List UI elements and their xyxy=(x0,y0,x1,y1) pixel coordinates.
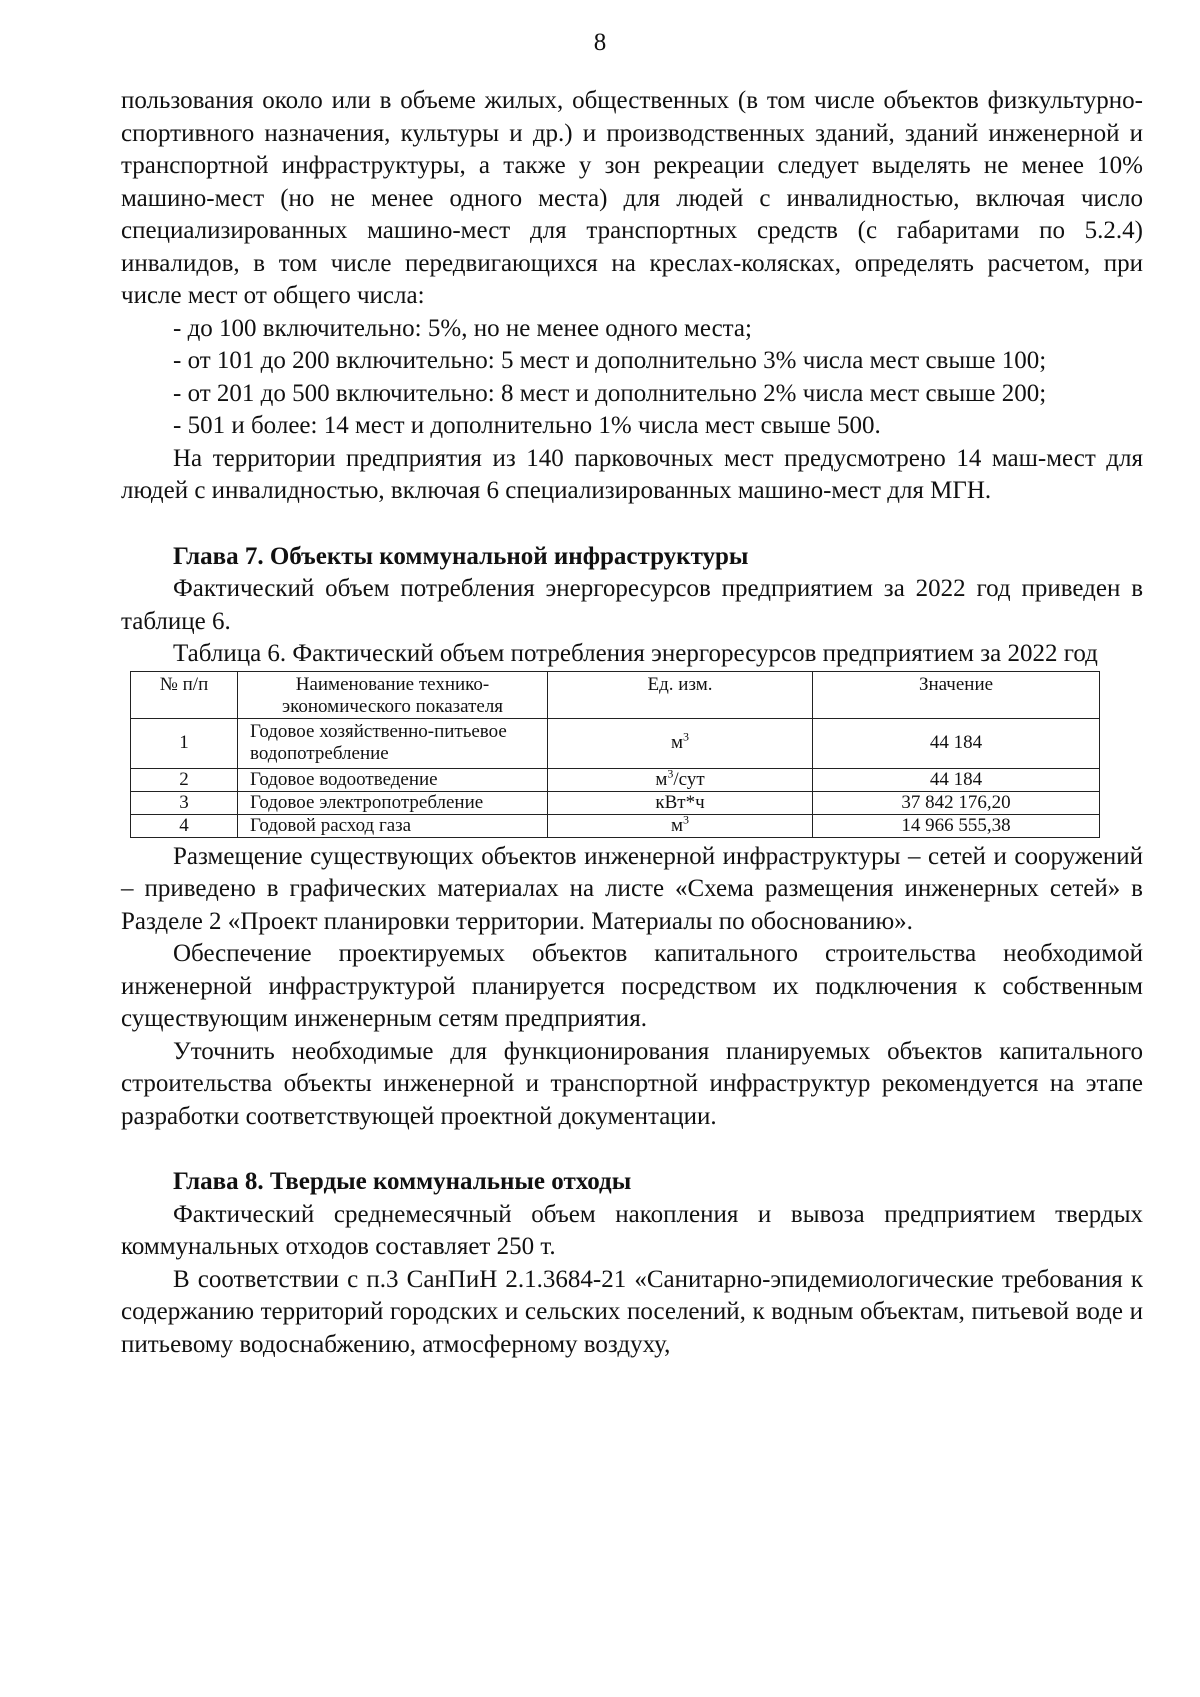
table-header-row xyxy=(131,671,1100,718)
cell-value: 44 184 xyxy=(813,718,1100,768)
table-caption: Таблица 6. Фактический объем потребления энергоресурсов предприятием за 2022 год xyxy=(173,640,1098,667)
cell-value: 44 184 xyxy=(813,768,1100,791)
cell-num: 2 xyxy=(131,768,238,791)
table-row xyxy=(131,814,1100,837)
header-name: Наименование технико-экономического показателя xyxy=(238,671,548,718)
paragraph-infrastructure-placement: Размещение существующих объектов инженерной инфраструктуры – сетей и сооружений – приведено в графических материалах на листе «Схема размещения инженерных сетей» в Разделе 2 «Проект планировки территории. Материалы по обоснованию». xyxy=(121,842,1143,935)
paragraph-sanpin: В соответствии с п.3 СанПиН 2.1.3684-21 «Санитарно-эпидемиологические требования к содержанию территорий городских и сельских поселений, к водным объектам, питьевой воде и питьевому водоснабжению, атмосферному воздуху, xyxy=(121,1265,1143,1358)
table-row xyxy=(131,791,1100,814)
list-item: - 501 и более: 14 мест и дополнительно 1% числа мест свыше 500. xyxy=(173,412,881,439)
paragraph-infrastructure-supply: Обеспечение проектируемых объектов капитального строительства необходимой инженерной инфраструктурой планируется посредством их подключения к собственным существующим инженерным сетям предприятия. xyxy=(121,940,1143,1032)
paragraph-infrastructure-clarify: Уточнить необходимые для функционирования планируемых объектов капитального строительства объекты инженерной и транспортной инфраструктур рекомендуется на этапе разработки соответствующей проектной документации. xyxy=(121,1037,1143,1130)
cell-num: 4 xyxy=(131,814,238,837)
page-number: 8 xyxy=(593,29,607,56)
table-row xyxy=(131,718,1100,768)
cell-value: 37 842 176,20 xyxy=(813,791,1100,814)
page-content xyxy=(121,85,1143,1361)
cell-name: Годовое хозяйственно-питьевое водопотребление xyxy=(238,718,548,768)
cell-unit: кВт*ч xyxy=(548,791,813,814)
list-item: - от 101 до 200 включительно: 5 мест и дополнительно 3% числа мест свыше 100; xyxy=(173,347,1047,374)
cell-unit: $м^3$ xyxy=(548,814,813,837)
header-value: Значение xyxy=(813,671,1100,718)
header-unit: Ед. изм. xyxy=(548,671,813,718)
cell-num: 3 xyxy=(131,791,238,814)
cell-unit: $м^3$/сут xyxy=(548,768,813,791)
cell-num: 1 xyxy=(131,718,238,768)
header-num: № п/п xyxy=(131,671,238,718)
chapter-7-intro: Фактический объем потребления энергоресурсов предприятием за 2022 год приведен в таблице 6. xyxy=(121,575,1143,635)
paragraph-waste-volume: Фактический среднемесячный объем накопления и вывоза предприятием твердых коммунальных отходов составляет 250 т. xyxy=(121,1200,1143,1260)
table-row xyxy=(131,768,1100,791)
chapter-7-heading: Глава 7. Объекты коммунальной инфраструктуры xyxy=(173,542,749,570)
list-item: - от 201 до 500 включительно: 8 мест и дополнительно 2% числа мест свыше 200; xyxy=(173,379,1047,407)
paragraph-parking-count: На территории предприятия из 140 парковочных мест предусмотрено 14 маш-мест для людей с инвалидностью, включая 6 специализированных машино-мест для МГН. xyxy=(121,444,1143,504)
cell-name: Годовой расход газа xyxy=(238,814,548,837)
cell-name: Годовое водоотведение xyxy=(238,768,548,791)
list-item: - до 100 включительно: 5%, но не менее одного места; xyxy=(173,314,752,342)
energy-table xyxy=(130,671,1100,838)
paragraph-parking-rules: пользования около или в объеме жилых, общественных (в том числе объектов физкультурно-спортивного назначения, культуры и др.) и производственных зданий, зданий инженерной и транспортной инфраструктуры, а также у зон рекреации следует выделять не менее 10% машино-мест (но не менее одного места) для людей с инвалидностью, включая число специализированных машино-мест для транспортных средств (с габаритами по 5.2.4) инвалидов, в том числе передвигающихся на креслах-колясках, определять расчетом, при числе мест от общего числа: xyxy=(121,87,1143,309)
cell-unit: $м^3$ xyxy=(548,718,813,768)
cell-value: 14 966 555,38 xyxy=(813,814,1100,837)
cell-name: Годовое электропотребление xyxy=(238,791,548,814)
chapter-8-heading: Глава 8. Твердые коммунальные отходы xyxy=(173,1168,632,1195)
